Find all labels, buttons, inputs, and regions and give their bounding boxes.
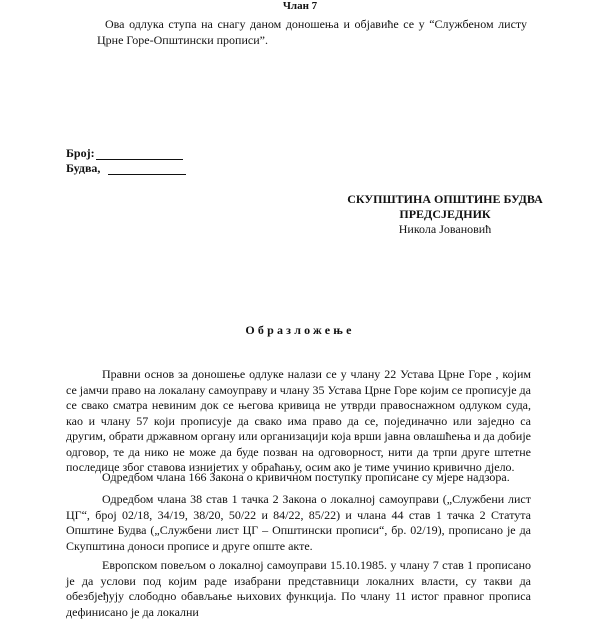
reasoning-paragraph: Одредбом члана 38 став 1 тачка 2 Закона о локалној самоуправи („Службени лист ЦГ“, број 02/18, 34/19, 38/20, 50/22 и 84/22, 85/22) и члана 44 став 1 тачка 2 Статута Општине Будва („Службени лист ЦГ – Општински прописи“, бр. 02/19), прописано је да Скупштина доноси прописе и друге опште акте. [66, 492, 531, 553]
article-heading: Члан 7 [282, 0, 318, 12]
reference-number [66, 146, 183, 160]
reference-number-blank [96, 147, 183, 160]
signature-block [330, 192, 560, 237]
reference-place-blank [108, 162, 186, 175]
signature-title: ПРЕДСЈЕДНИК [399, 207, 491, 221]
signature-institution: СКУПШТИНА ОПШТИНЕ БУДВА [347, 192, 543, 206]
reference-number-label: Број: [66, 146, 95, 160]
article-text-content: Ова одлука ступа на снагу даном доношења и објавиће се у “Службеном листу Црне Горе-Општински прописи”. [97, 17, 527, 47]
reasoning-paragraph: Европском повељом о локалној самоуправи 15.10.1985. у члану 7 став 1 прописано је да услови под којим раде изабрани представници локалних власти, су такви да обезбјеђују слободно обављање њихових функција. По члану 11 истог правног прописа дефинисано је да локални [66, 558, 531, 619]
reasoning-heading: Образложење [245, 323, 355, 337]
signature-name: Никола Јовановић [398, 222, 492, 236]
reasoning-paragraph: Правни основ за доношење одлуке налази се у члану 22 Устава Црне Горе , којим се јамчи право на локалану самоуправу и члану 35 Устава Црне Горе којим се прописује да се свако сматра невиним док се његова кривица не утврди правоснажном одлуком суда, као и члану 57 који прописује да свако има право да се, појединачно или заједно са другим, обрати државном органу или организацији која врши јавна овлашћења и да добије одговор, те да нико не може да буде позван на одговорност, нити да трпи друге штетне последице због ставова изнијетих у обраћању, осим ако је тиме учинио кривично дјело. [66, 367, 531, 474]
reasoning-paragraph: Одредбом члана 166 Закона о кривичном поступку прописане су мјере надзора. [102, 470, 510, 484]
reference-place-label: Будва, [66, 161, 101, 175]
article-text [97, 16, 527, 48]
reference-place [66, 161, 186, 175]
